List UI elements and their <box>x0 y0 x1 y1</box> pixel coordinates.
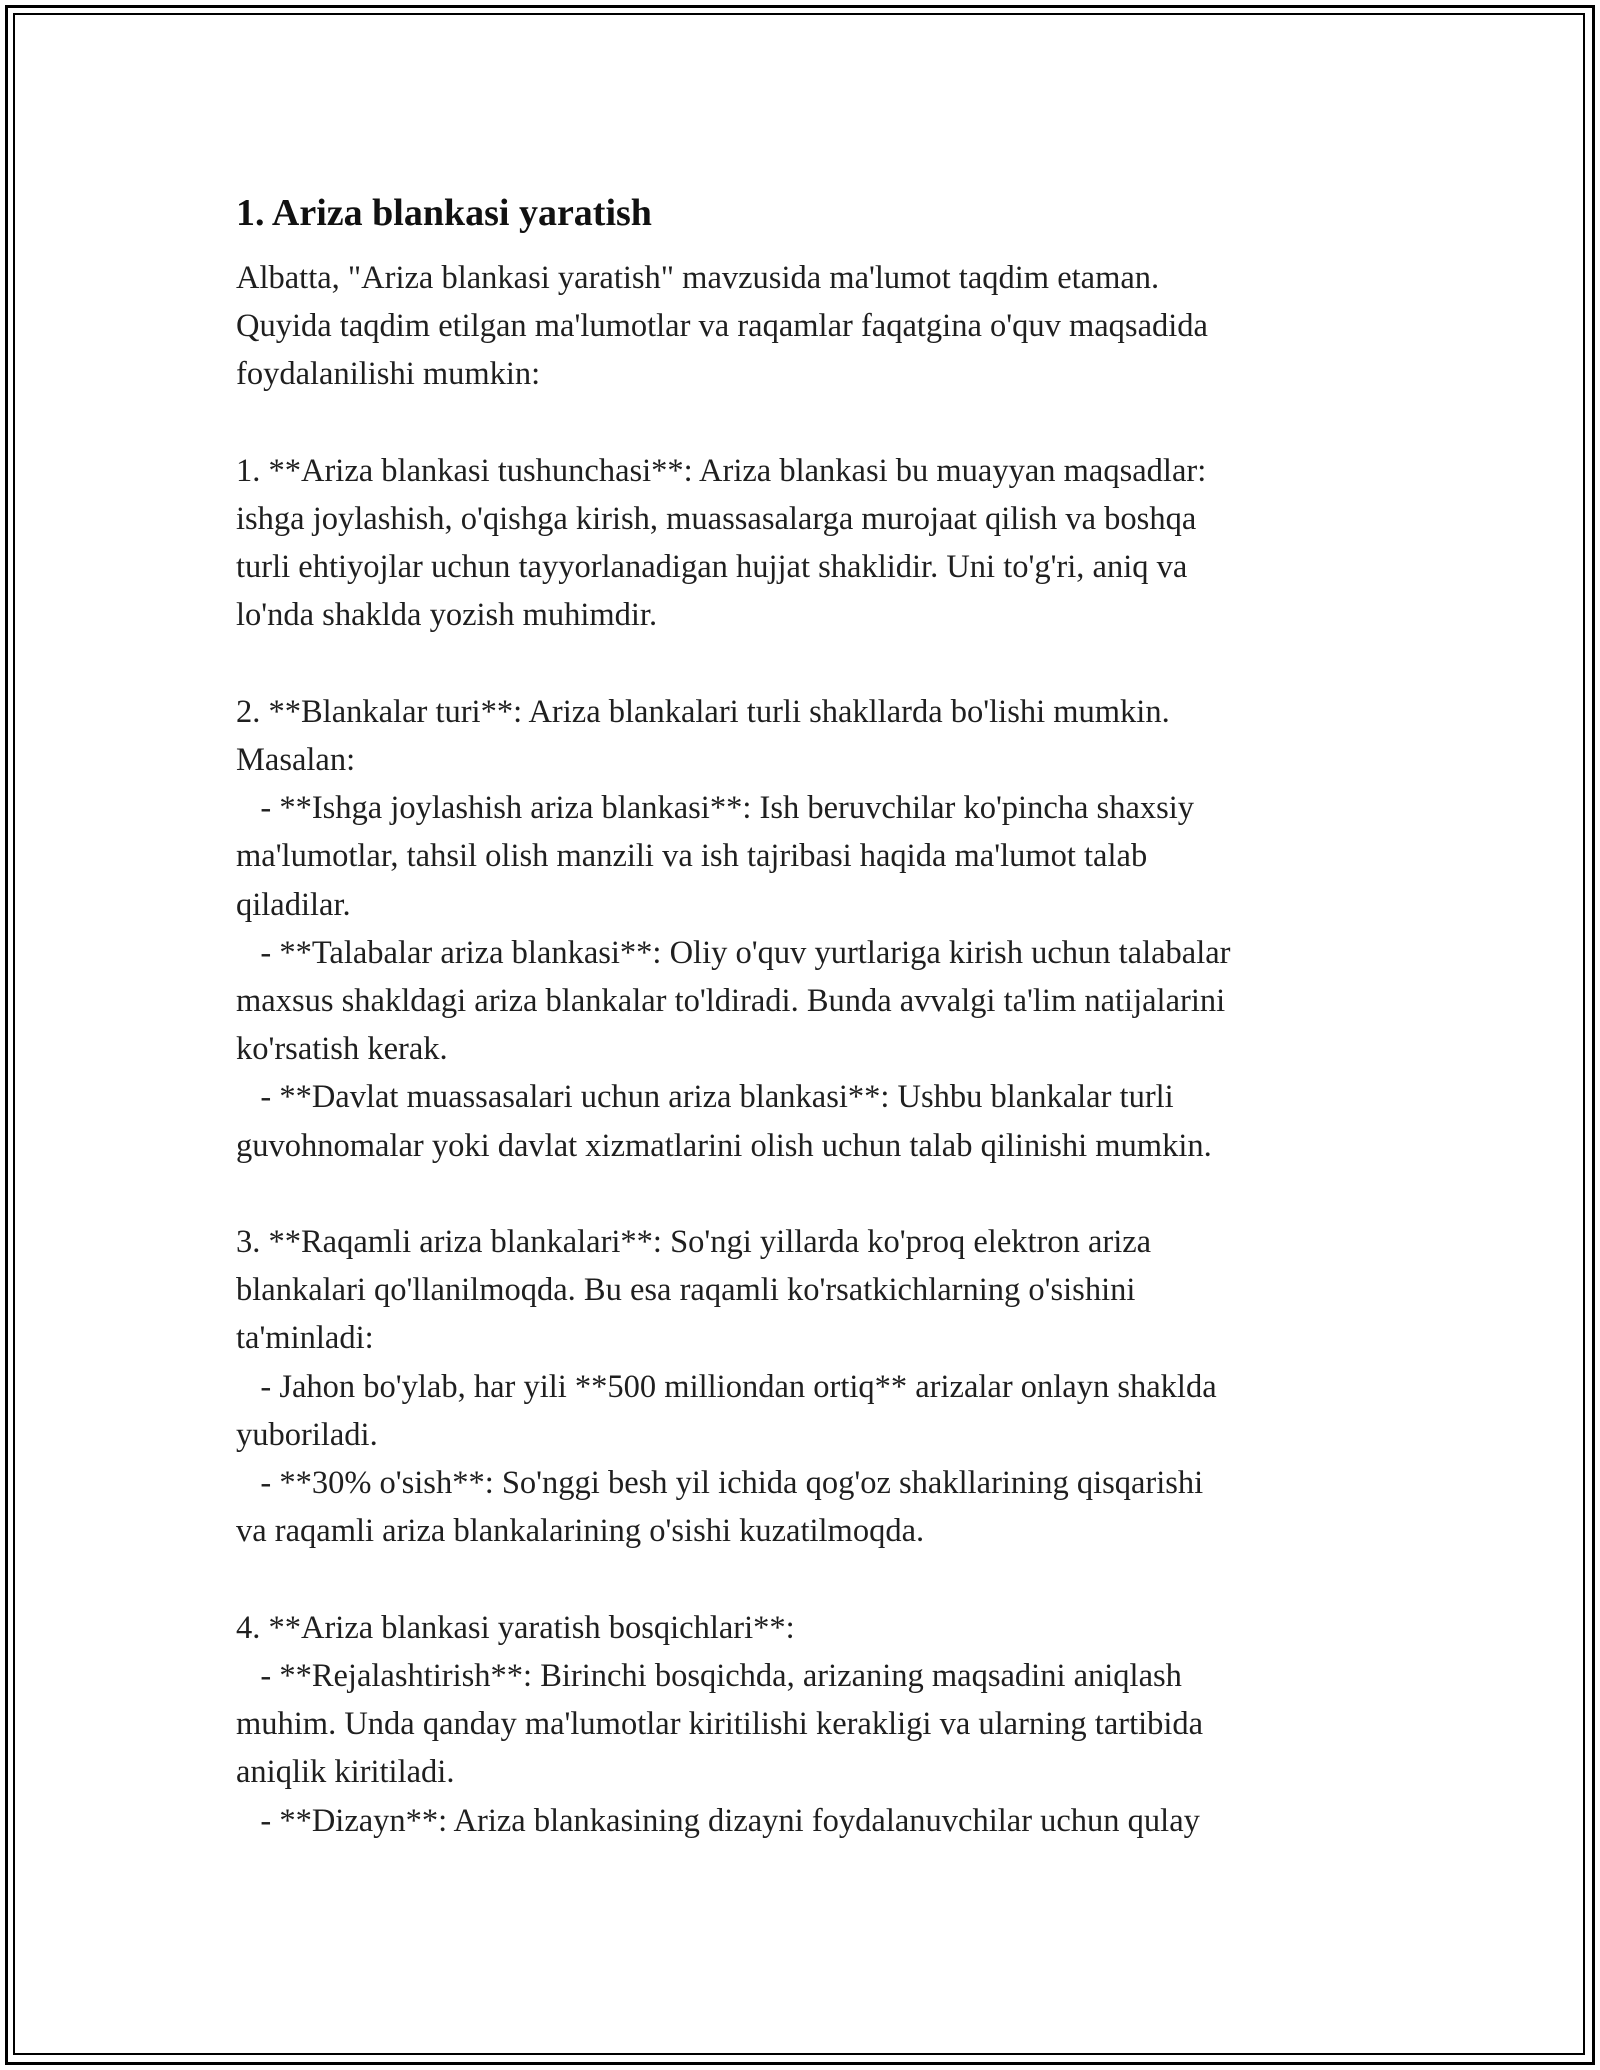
document-title: 1. Ariza blankasi yaratish <box>236 192 652 234</box>
document-content <box>236 186 1376 1845</box>
document-body: Albatta, "Ariza blankasi yaratish" mavzusida ma'lumot taqdim etaman. Quyida taqdim etilgan ma'lumotlar va raqamlar faqatgina o'quv maqsadida foydalanilishi mumkin: 1. **Ariza blankasi tushunchasi**: Ariza blankasi bu muayyan maqsadlar: ishga joylashish, o'qishga kirish, muassasalarga murojaat qilish va boshqa turli ehtiyojlar uchun tayyorlanadigan hujjat shaklidir. Uni to'g'ri, aniq va lo'nda shaklda yozish muhimdir. 2. **Blankalar turi**: Ariza blankalari turli shakllarda bo'lishi mumkin. Masalan: - **Ishga joylashish ariza blankasi**: Ish beruvchilar ko'pincha shaxsiy ma'lumotlar, tahsil olish manzili va ish tajribasi haqida ma'lumot talab qiladilar. - **Talabalar ariza blankasi**: Oliy o'quv yurtlariga kirish uchun talabalar maxsus shakldagi ariza blankalar to'ldiradi. Bunda avvalgi ta'lim natijalarini ko'rsatish kerak. - **Davlat muassasalari uchun ariza blankasi**: Ushbu blankalar turli guvohnomalar yoki davlat xizmatlarini olish uchun talab qilinishi mumkin. 3. **Raqamli ariza blankalari**: So'ngi yillarda ko'proq elektron ariza blankalari qo'llanilmoqda. Bu esa raqamli ko'rsatkichlarning o'sishini ta'minladi: - Jahon bo'ylab, har yili **500 milliondan ortiq** arizalar onlayn shaklda yuboriladi. - **30% o'sish**: So'nggi besh yil ichida qog'oz shakllarining qisqarishi va raqamli ariza blankalarining o'sishi kuzatilmoqda. 4. **Ariza blankasi yaratish bosqichlari**: - **Rejalashtirish**: Birinchi bosqichda, arizaning maqsadini aniqlash muhim. Unda qanday ma'lumotlar kiritilishi kerakligi va ularning tartibida aniqlik kiritiladi. - **Dizayn**: Ariza blankasining dizayni foydalanuvchilar uchun qulay <box>236 260 1231 1839</box>
